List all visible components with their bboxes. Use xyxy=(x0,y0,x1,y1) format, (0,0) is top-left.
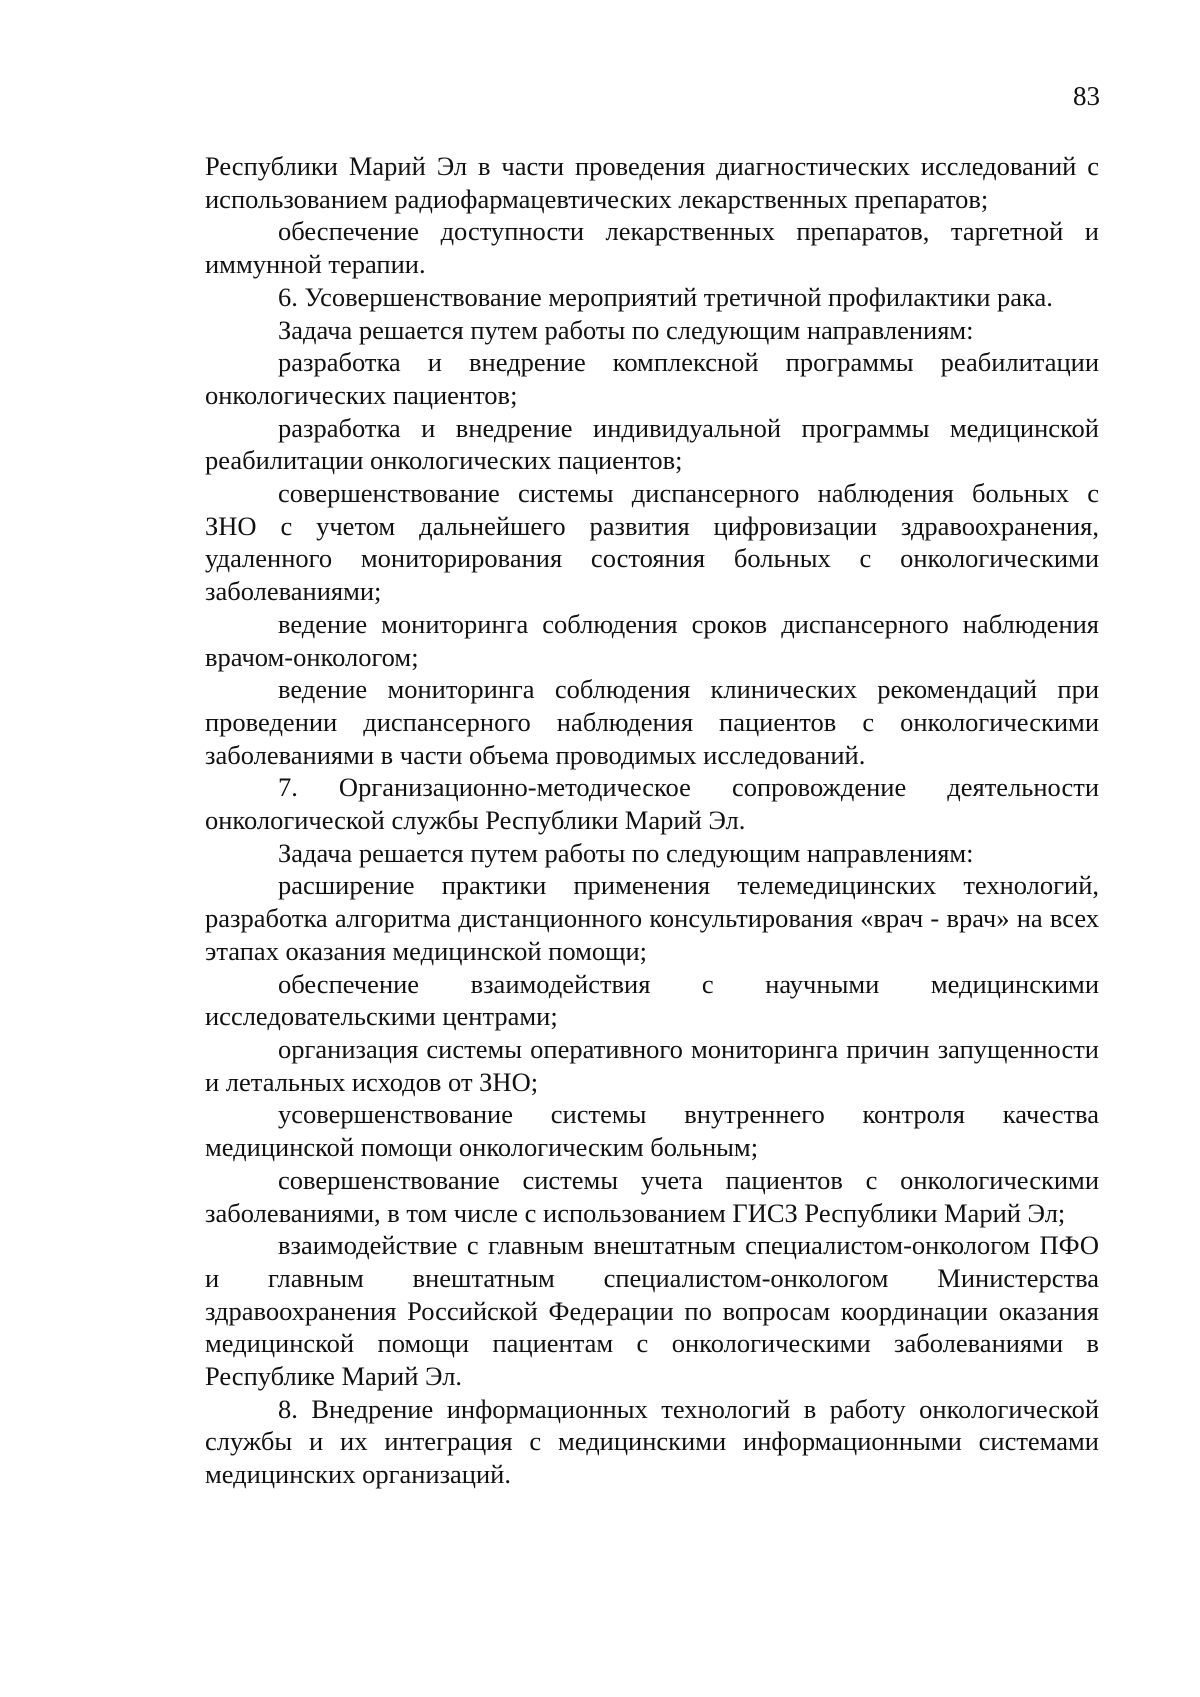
paragraph: разработка и внедрение комплексной программы реабилитации онкологических пациентов; xyxy=(205,347,1099,410)
paragraph: разработка и внедрение индивидуальной программы медицинской реабилитации онкологических пациентов; xyxy=(205,412,1099,476)
paragraph: расширение практики применения телемедицинских технологий, разработка алгоритма дистанционного консультирования «врач - врач» на всех этапах оказания медицинской помощи; xyxy=(205,870,1099,966)
paragraph: Задача решается путем работы по следующим направлениям: xyxy=(278,837,974,868)
section-heading-7: 7. Организационно-методическое сопровождение деятельности онкологической службы Республики Марий Эл. xyxy=(205,772,1099,836)
paragraph: совершенствование системы учета пациентов с онкологическими заболеваниями, в том числе с использованием ГИСЗ Республики Марий Эл; xyxy=(205,1164,1099,1228)
paragraph: ведение мониторинга соблюдения клинических рекомендаций при проведении диспансерного наблюдения пациентов с онкологическими заболеваниями в части объема проводимых исследований. xyxy=(205,674,1099,770)
paragraph: обеспечение взаимодействия с научными медицинскими исследовательскими центрами; xyxy=(205,968,1099,1032)
paragraph: усовершенствование системы внутреннего контроля качества медицинской помощи онкологическим больным; xyxy=(205,1099,1099,1163)
paragraph: Республики Марий Эл в части проведения диагностических исследований с использованием радиофармацевтических лекарственных препаратов; xyxy=(205,151,1099,214)
document-body xyxy=(205,150,1099,1491)
paragraph: Задача решается путем работы по следующим направлениям: xyxy=(278,314,974,345)
paragraph: организация системы оперативного мониторинга причин запущенности и летальных исходов от ЗНО; xyxy=(205,1033,1099,1097)
page-number: 83 xyxy=(1073,81,1100,111)
paragraph: обеспечение доступности лекарственных препаратов, таргетной и иммунной терапии. xyxy=(205,216,1099,280)
paragraph: совершенствование системы диспансерного наблюдения больных с ЗНО с учетом дальнейшего развития цифровизации здравоохранения, удаленного мониторирования состояния больных с онкологическими заболеваниями; xyxy=(205,478,1099,607)
section-heading-8: 8. Внедрение информационных технологий в работу онкологической службы и их интеграция с медицинскими информационными системами медицинских организаций. xyxy=(205,1393,1099,1490)
paragraph: ведение мониторинга соблюдения сроков диспансерного наблюдения врачом-онкологом; xyxy=(205,608,1099,672)
section-heading-6: 6. Усовершенствование мероприятий третичной профилактики рака. xyxy=(278,281,1053,312)
paragraph: взаимодействие с главным внештатным специалистом-онкологом ПФО и главным внештатным специалистом-онкологом Министерства здравоохранения Российской Федерации по вопросам координации оказания медицинской помощи пациентам с онкологическими заболеваниями в Республике Марий Эл. xyxy=(205,1230,1099,1392)
